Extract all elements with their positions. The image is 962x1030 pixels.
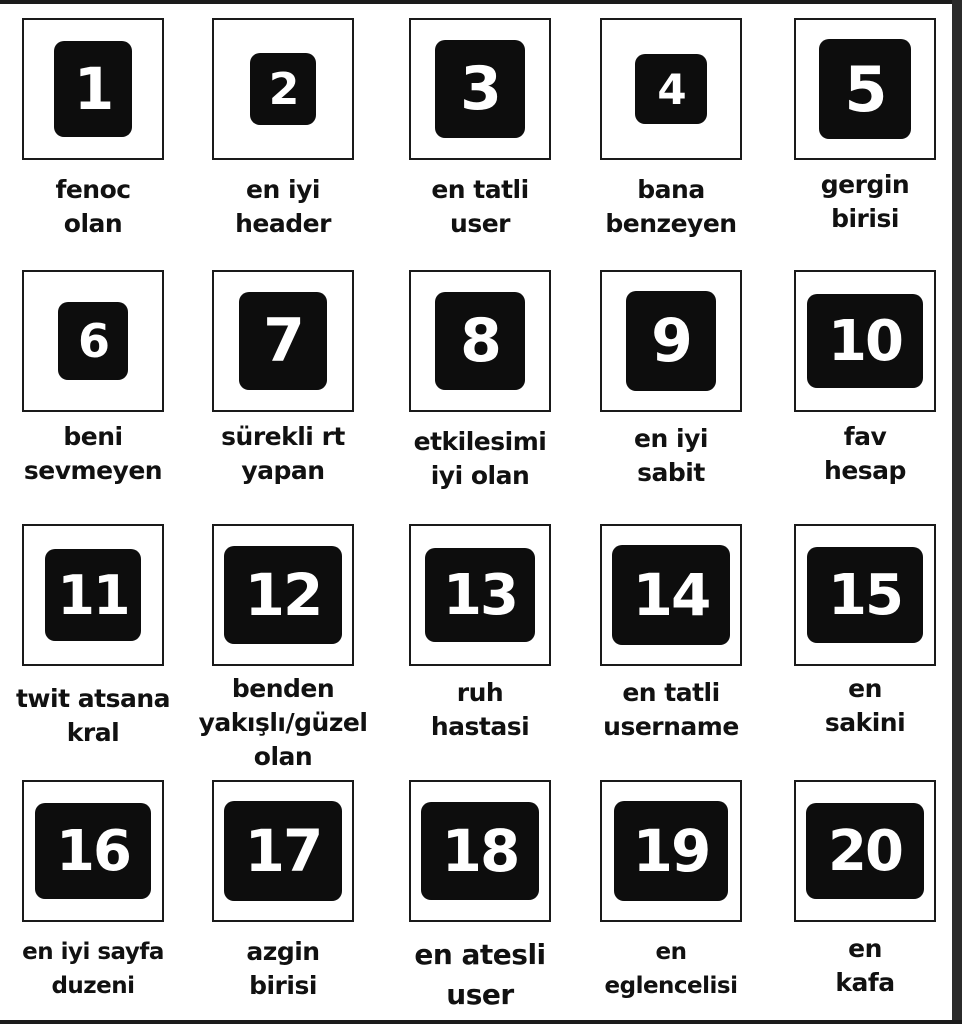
cell-caption (0, 173, 194, 241)
caption-line: en (848, 934, 882, 963)
grid-cell-2 (190, 18, 380, 268)
grid-cell-18 (387, 780, 577, 1030)
number-badge: 15 (807, 547, 923, 643)
grid-cell-8 (387, 270, 577, 520)
grid-cell-20 (772, 780, 962, 1030)
caption-line: fav (843, 422, 887, 451)
cell-caption (379, 173, 581, 241)
cell-caption (182, 935, 384, 1003)
grid-cell-1 (0, 18, 190, 268)
number-badge: 4 (635, 54, 707, 124)
caption-line: kral (66, 718, 120, 747)
number-frame (600, 780, 742, 922)
grid-cell-12 (190, 524, 380, 774)
cell-caption (182, 420, 384, 488)
number-frame (600, 524, 742, 666)
cell-caption (182, 173, 384, 241)
caption-line: olan (63, 209, 123, 238)
caption-line: sabit (637, 458, 705, 487)
number-frame (212, 524, 354, 666)
number-frame (22, 270, 164, 412)
number-frame (794, 18, 936, 160)
number-frame (22, 524, 164, 666)
number-frame (600, 270, 742, 412)
caption-line: user (450, 209, 510, 238)
number-frame (409, 270, 551, 412)
caption-line: fenoc (55, 175, 131, 204)
number-badge: 10 (807, 294, 923, 388)
grid-cell-9 (578, 270, 768, 520)
caption-line: benzeyen (605, 209, 737, 238)
cell-caption (570, 422, 772, 490)
cell-caption (379, 425, 581, 493)
grid-cell-3 (387, 18, 577, 268)
caption-line: olan (253, 742, 313, 771)
caption-line: twit atsana (15, 684, 170, 713)
caption-line: sürekli rt (221, 422, 345, 451)
number-badge: 20 (806, 803, 924, 899)
number-badge: 5 (819, 39, 911, 139)
number-badge: 13 (425, 548, 535, 642)
caption-line: eglencelisi (604, 973, 738, 999)
number-frame (794, 270, 936, 412)
grid-cell-17 (190, 780, 380, 1030)
caption-line: en atesli (414, 938, 546, 971)
number-badge: 16 (35, 803, 151, 899)
number-frame (409, 780, 551, 922)
cell-caption (764, 932, 962, 1000)
caption-line: username (603, 712, 739, 741)
caption-line: en iyi (246, 175, 320, 204)
caption-line: en (848, 674, 882, 703)
number-frame (600, 18, 742, 160)
caption-line: bana (637, 175, 705, 204)
caption-line: yakışlı/güzel (198, 708, 368, 737)
number-badge: 3 (435, 40, 525, 138)
top-border (0, 0, 962, 4)
number-frame (409, 524, 551, 666)
number-badge: 14 (612, 545, 730, 645)
cell-caption (0, 420, 194, 488)
cell-caption (570, 173, 772, 241)
grid-cell-13 (387, 524, 577, 774)
cell-caption (570, 676, 772, 744)
cell-caption (764, 420, 962, 488)
number-badge: 19 (614, 801, 728, 901)
caption-line: benden (231, 674, 335, 703)
number-frame (794, 780, 936, 922)
cell-caption (379, 935, 581, 1015)
number-frame (212, 780, 354, 922)
caption-line: ruh (456, 678, 504, 707)
number-frame (22, 780, 164, 922)
caption-line: beni (63, 422, 123, 451)
cell-caption (379, 676, 581, 744)
cell-caption (182, 672, 384, 774)
caption-line: etkilesimi (413, 427, 547, 456)
caption-line: en iyi sayfa (22, 939, 164, 965)
caption-line: kafa (835, 968, 895, 997)
number-badge: 17 (224, 801, 342, 901)
grid-cell-16 (0, 780, 190, 1030)
cell-caption (764, 672, 962, 740)
cell-caption (0, 682, 194, 750)
cell-caption (0, 935, 194, 1003)
grid-cell-6 (0, 270, 190, 520)
caption-line: en tatli (622, 678, 720, 707)
caption-line: iyi olan (430, 461, 530, 490)
caption-line: sakini (824, 708, 906, 737)
caption-line: header (235, 209, 331, 238)
caption-line: user (446, 978, 514, 1011)
cell-caption (764, 168, 962, 236)
number-badge: 12 (224, 546, 342, 644)
cell-caption (570, 935, 772, 1003)
grid-cell-11 (0, 524, 190, 774)
number-badge: 2 (250, 53, 316, 125)
number-badge: 1 (54, 41, 132, 137)
number-badge: 6 (58, 302, 128, 380)
grid-cell-7 (190, 270, 380, 520)
caption-line: hesap (824, 456, 906, 485)
number-badge: 8 (435, 292, 525, 390)
number-frame (212, 270, 354, 412)
caption-line: gergin (820, 170, 910, 199)
grid-cell-4 (578, 18, 768, 268)
caption-line: duzeni (51, 973, 135, 999)
number-frame (212, 18, 354, 160)
caption-line: yapan (241, 456, 325, 485)
caption-line: birisi (249, 971, 317, 1000)
number-badge: 9 (626, 291, 716, 391)
grid-cell-5 (772, 18, 962, 268)
grid-cell-15 (772, 524, 962, 774)
grid-cell-14 (578, 524, 768, 774)
number-badge: 7 (239, 292, 327, 390)
caption-line: en iyi (634, 424, 708, 453)
caption-line: hastasi (430, 712, 530, 741)
caption-line: en (655, 939, 687, 965)
grid-cell-10 (772, 270, 962, 520)
number-badge: 18 (421, 802, 539, 900)
number-frame (794, 524, 936, 666)
caption-line: birisi (831, 204, 899, 233)
caption-line: azgin (246, 937, 320, 966)
number-frame (22, 18, 164, 160)
number-badge: 11 (45, 549, 141, 641)
caption-line: sevmeyen (23, 456, 163, 485)
grid-cell-19 (578, 780, 768, 1030)
caption-line: en tatli (431, 175, 529, 204)
number-frame (409, 18, 551, 160)
